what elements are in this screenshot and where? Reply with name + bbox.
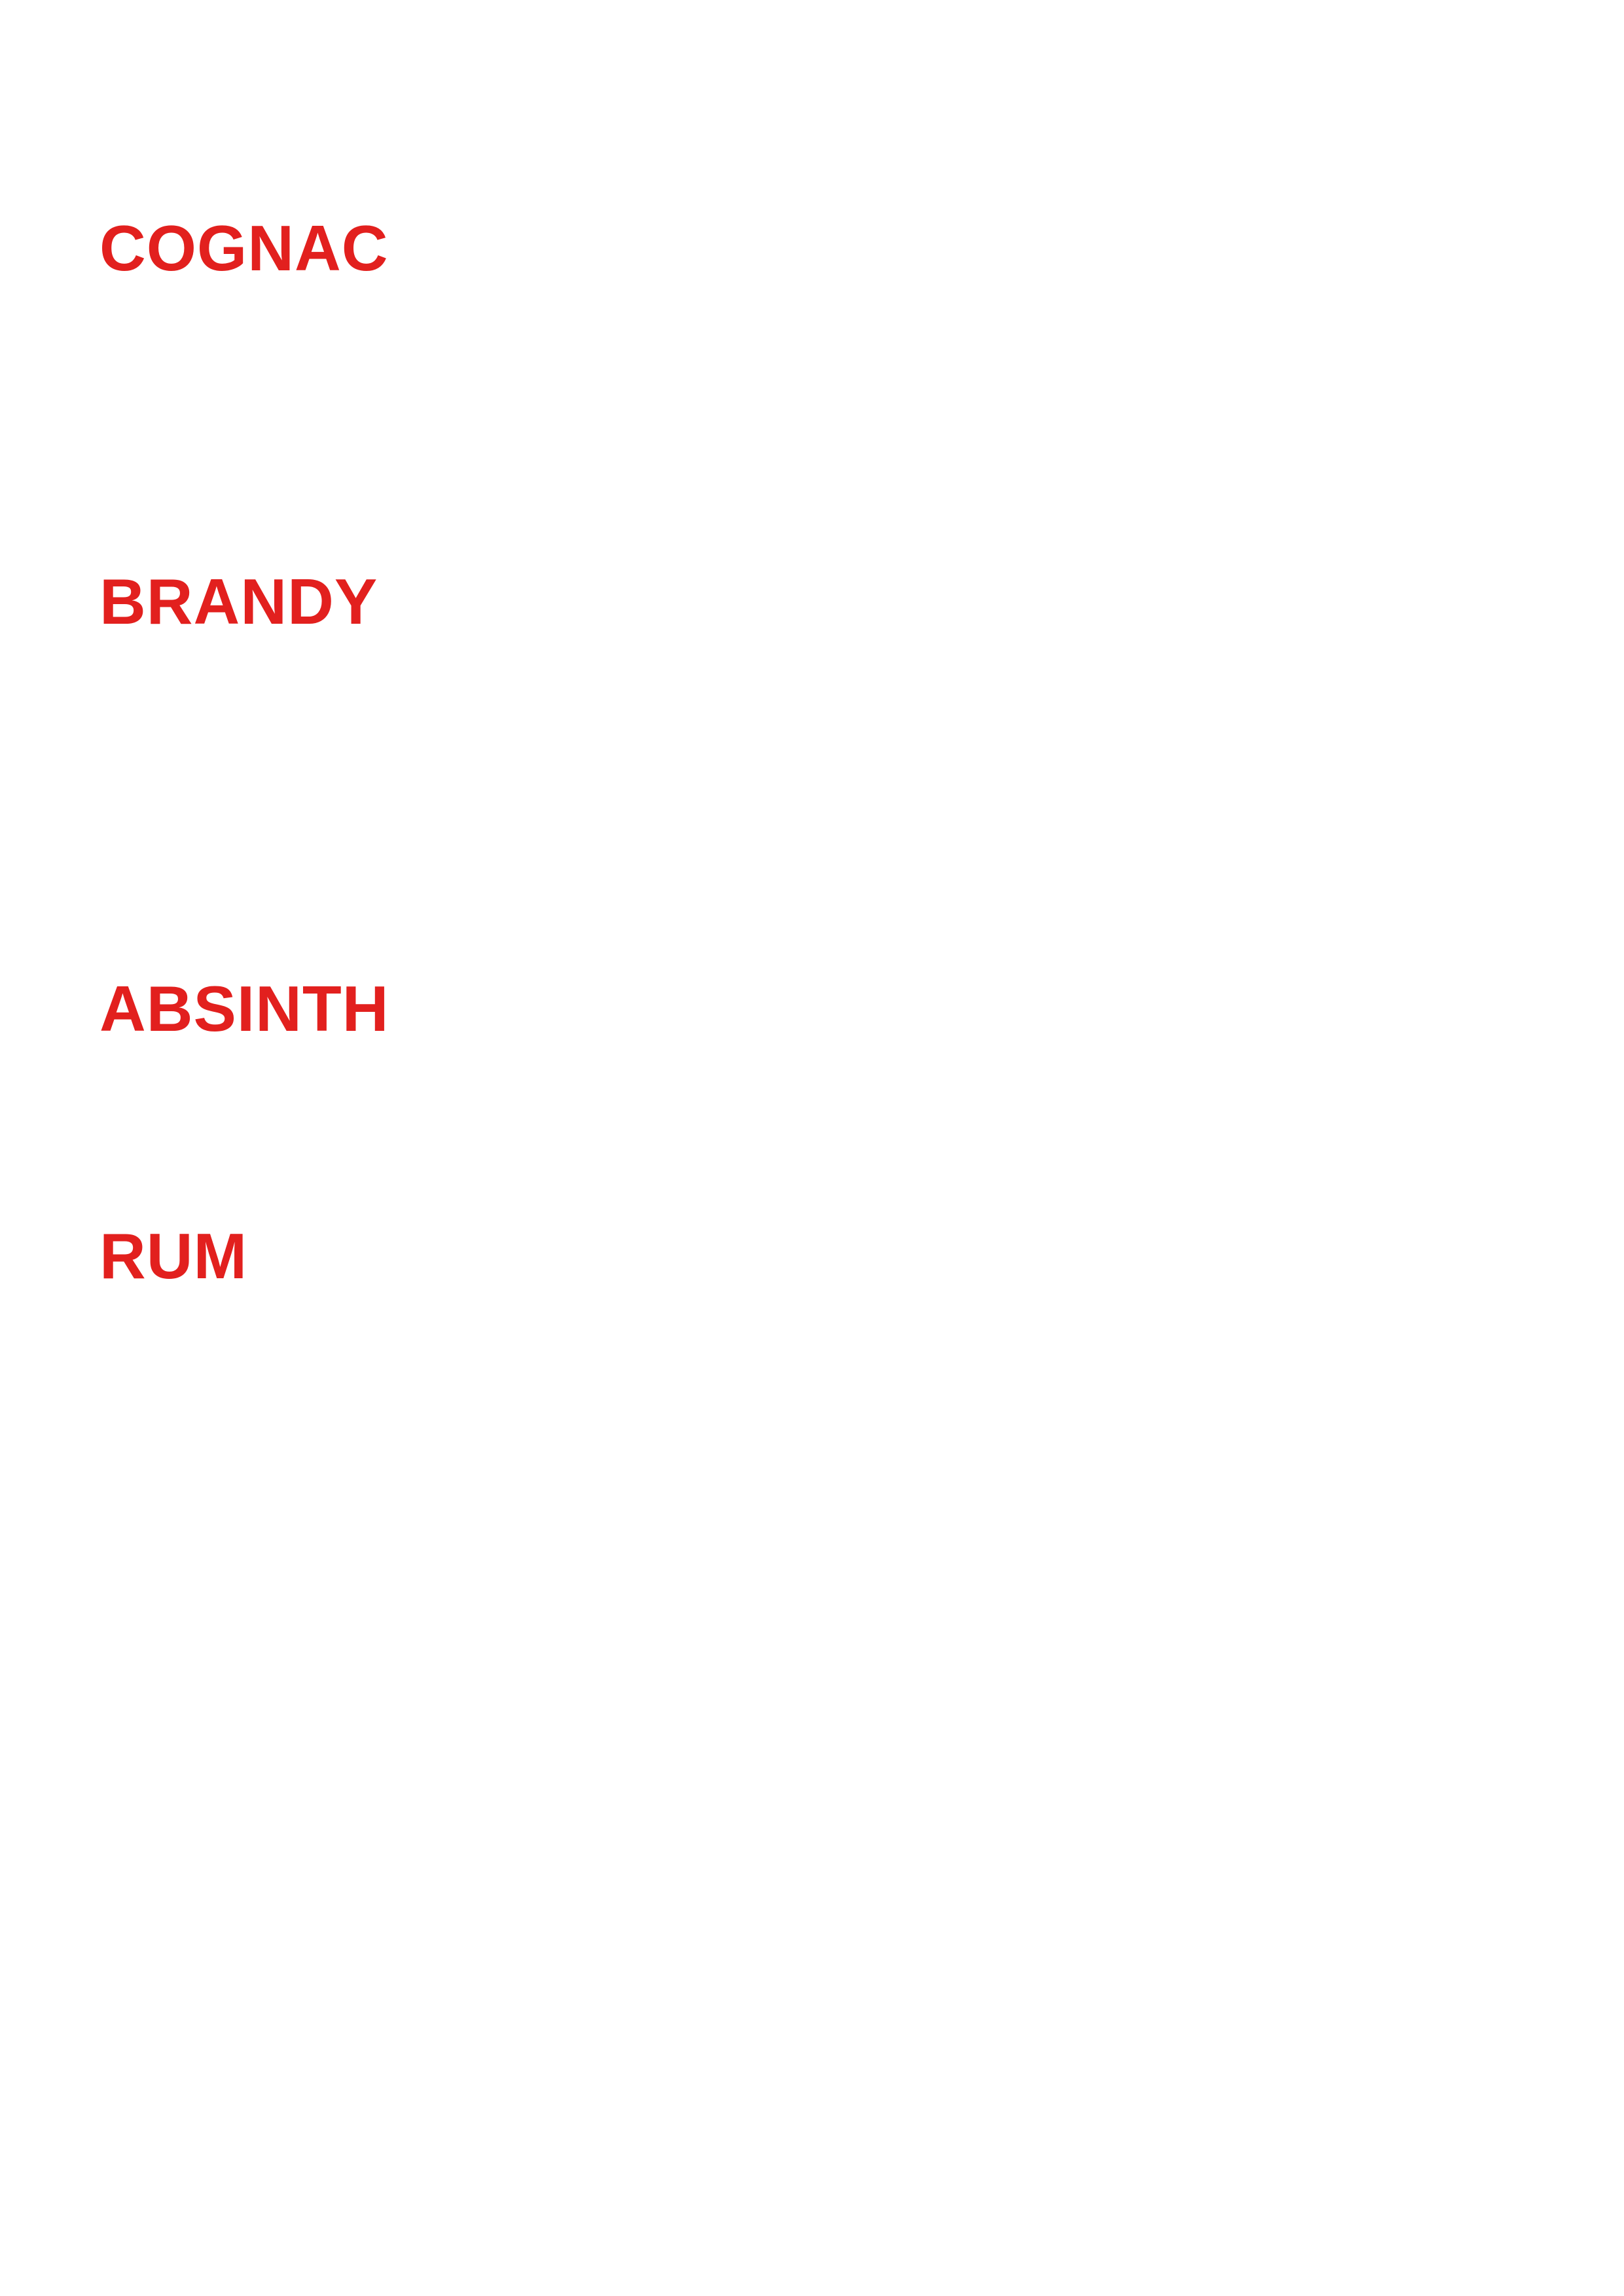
section-heading-rum: RUM (99, 1220, 248, 1292)
section-heading-absinth: ABSINTH (99, 973, 389, 1045)
section-heading-brandy: BRANDY (99, 565, 378, 637)
section-heading-cognac: COGNAC (99, 212, 389, 284)
